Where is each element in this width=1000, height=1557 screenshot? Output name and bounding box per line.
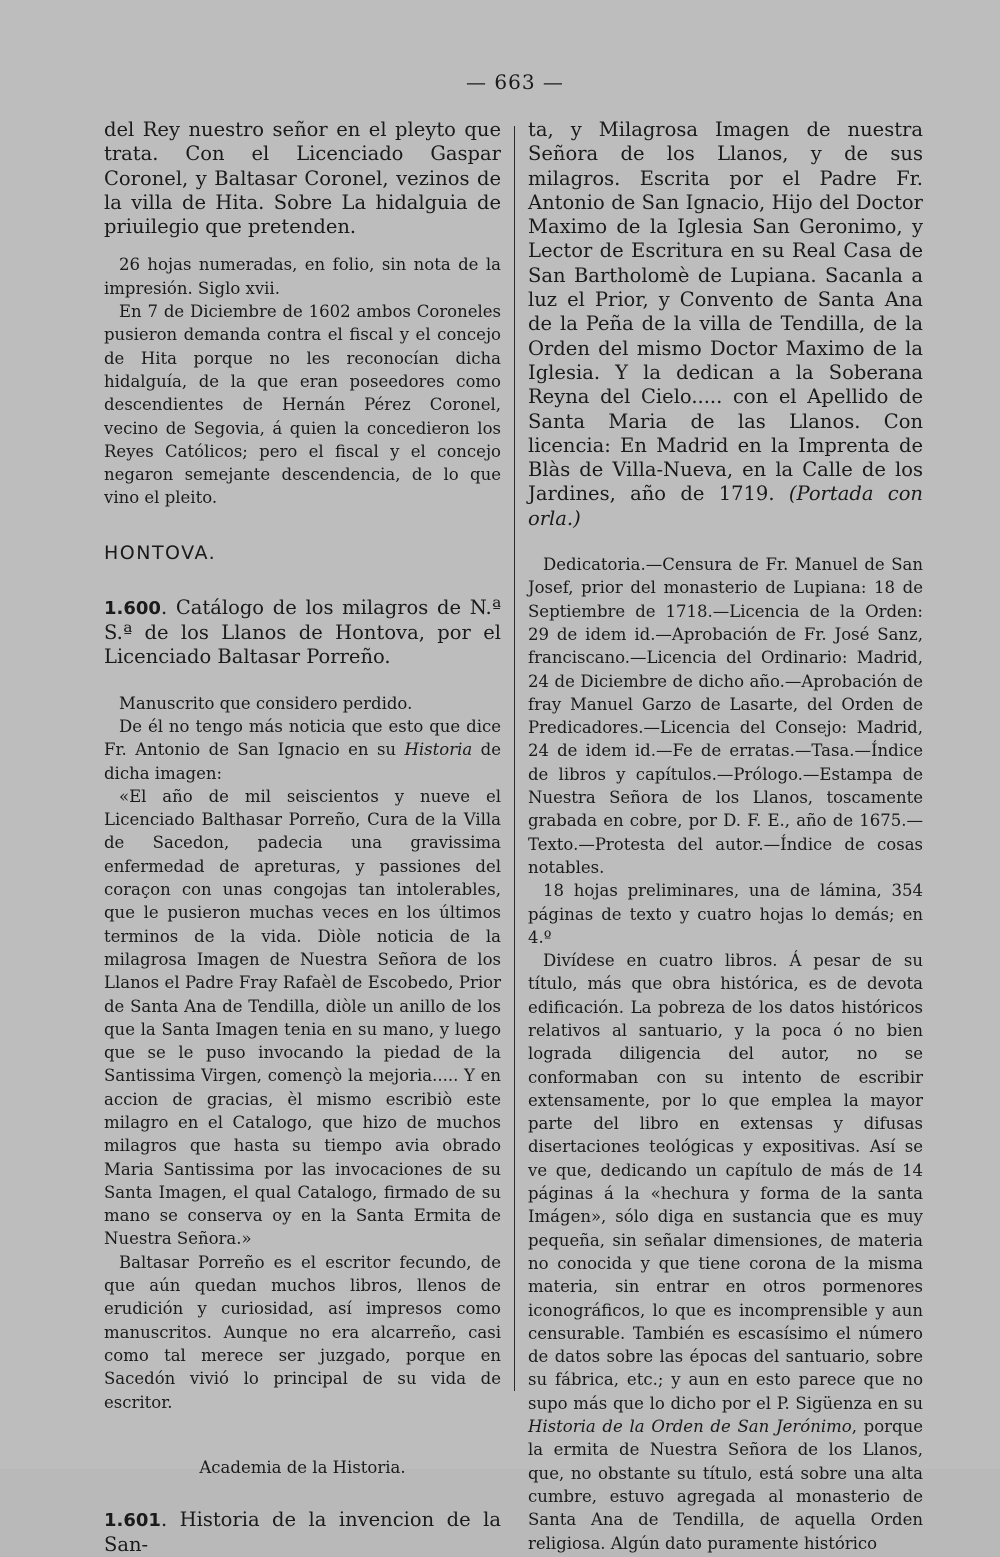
- text-run: , porque la ermita de Nuestra Señora de los Llanos, que, no obstante su título, está sobre una alta cumbre, estuvo agregada al monasterio de Santa Ana de Tendilla, de aquella Orden religiosa. Algún dato puramente histórico: [528, 1417, 924, 1553]
- italic-title: Historia de la Orden de San Jerónimo: [528, 1417, 852, 1437]
- entry-title: . Historia de la invencion de la San-: [104, 1507, 501, 1557]
- left-paragraph-5: [104, 715, 501, 785]
- right-paragraph-1: [528, 118, 923, 531]
- right-paragraph-3: 18 hojas preliminares, una de lámina, 354 páginas de texto y cuatro hojas lo demás; en 4.º: [528, 881, 923, 947]
- left-paragraph-1: del Rey nuestro señor en el pleyto que trata. Con el Licenciado Gaspar Coronel, y Baltasar Coronel, vezinos de la villa de Hita. Sobre La hidalguia de priuilegio que pretenden.: [104, 118, 501, 239]
- page-number: — 663 —: [466, 70, 564, 94]
- right-column: [528, 118, 923, 1555]
- left-column: [104, 118, 501, 1557]
- location-line: Academia de la Historia.: [199, 1458, 406, 1478]
- left-paragraph-2: 26 hojas numeradas, en folio, sin nota de la impresión. Siglo xvii.: [104, 255, 501, 298]
- left-quotation: «El año de mil seiscientos y nueve el Licenciado Balthasar Porreño, Cura de la Villa de Sacedon, padecia una gravissima enfermedad de apreturas, y passiones del coraçon con unas congojas tan intolerables, que le pusieron muchas veces en los últimos terminos de la vida. Diòle noticia de la milagrosa Imagen de Nuestra Señora de los Llanos el Padre Fray Rafaèl de Escobedo, Prior de Santa Ana de Tendilla, diòle un anillo de los que la Santa Imagen tenia en su mano, y luego que se le puso invocando la piedad de la Santissima Virgen, començò la mejoria..... Y en accion de gracias, èl mismo escribiò este milagro en el Catalogo, que hizo de muchos milagros que hasta su tiempo avia obrado Maria Santissima por las invocaciones de su Santa Imagen, el qual Catalogo, firmado de su mano se conserva oy en la Santa Ermita de Nuestra Señora.»: [104, 786, 501, 1249]
- right-paragraph-2: Dedicatoria.—Censura de Fr. Manuel de San Josef, prior del monasterio de Lupiana: 18 de Septiembre de 1718.—Licencia de la Orden: 29 de idem id.—Aprobación de Fr. José Sanz, franciscano.—Licencia del Ordinario: Madrid, 24 de Diciembre de dicho año.—Aprobación de fray Manuel Garzo de Lasarte, del Orden de Predicadores.—Licencia del Consejo: Madrid, 24 de idem id.—Fe de erratas.—Tasa.—Índice de libros y capítulos.—Prólogo.—Estampa de Nuestra Señora de los Llanos, toscamente grabada en cobre, por D. F. E., año de 1675.—Texto.—Protesta del autor.—Índice de cosas notables.: [528, 555, 923, 877]
- text-run: de dicha imagen:: [104, 740, 501, 783]
- italic-title: Historia: [404, 740, 473, 760]
- right-paragraph-4: [528, 949, 923, 1555]
- entry-number: 1.601: [104, 1509, 161, 1531]
- italic-note: (Portada con orla.): [528, 482, 923, 530]
- entry-1601: [104, 1508, 501, 1557]
- entry-title: . Catálogo de los milagros de N.ª S.ª de los Llanos de Hontova, por el Licenciado Baltasar Porreño.: [104, 595, 501, 669]
- left-paragraph-3: En 7 de Diciembre de 1602 ambos Coroneles pusieron demanda contra el fiscal y el concejo de Hita porque no les reconocían dicha hidalguía, de la que eran poseedores como descendientes de Hernán Pérez Coronel, vecino de Segovia, á quien la concedieron los Reyes Católicos; pero el fiscal y el concejo negaron semejante descendencia, de lo que vino el pleito.: [104, 302, 501, 508]
- left-paragraph-7: Baltasar Porreño es el escritor fecundo, de que aún quedan muchos libros, llenos de erudición y curiosidad, así impresos como manuscritos. Aunque no era alcarreño, casi como tal merece ser juzgado, porque en Sacedón vivió lo principal de su vida de escritor.: [104, 1252, 501, 1412]
- entry-1600: [104, 596, 501, 670]
- text-run: ta, y Milagrosa Imagen de nuestra Señora de los Llanos, y de sus milagros. Escrita por el Padre Fr. Antonio de San Ignacio, Hijo del Doctor Maximo de la Iglesia San Geronimo, y Lector de Escritura en su Real Casa de San Bartholomè de Lupiana. Sacanla a luz el Prior, y Convento de Santa Ana de la Peña de la villa de Tendilla, de la Orden del mismo Doctor Maximo de la Iglesia. Y la dedican a la Soberana Reyna del Cielo..... con el Apellido de Santa Maria de las Llanos. Con licencia: En Madrid en la Imprenta de Blàs de Villa-Nueva, en la Calle de los Jardines, año de 1719.: [528, 118, 923, 506]
- text-run: De él no tengo más noticia que esto que dice Fr. Antonio de San Ignacio en su: [104, 716, 501, 760]
- section-heading: HONTOVA.: [104, 541, 217, 564]
- text-run: Divídese en cuatro libros. Á pesar de su título, más que obra histórica, es de devota edificación. La pobreza de los datos históricos relativos al santuario, y la poca ó no bien lograda diligencia del autor, no se conformaban con su intento de escribir extensamente, por lo que emplea la mayor parte del libro en extensas y difusas disertaciones teológicas y expositivas. Así se ve que, dedicando un capítulo de más de 14 páginas á la «hechura y forma de la santa Imágen», sólo diga en sustancia que es muy pequeña, sin señalar dimensiones, de materia no conocida y que tiene corona de la misma materia, sin entrar en otros pormenores iconográficos, lo que es incomprensible y aun censurable. También es escasísimo el número de datos sobre las épocas del santuario, sobre su fábrica, etc.; y aun en esto parece que no supo más que lo dicho por el P. Sigüenza en su: [528, 951, 923, 1413]
- entry-number: 1.600: [104, 597, 161, 619]
- column-divider: [514, 126, 515, 1391]
- left-paragraph-4: Manuscrito que considero perdido.: [119, 693, 413, 713]
